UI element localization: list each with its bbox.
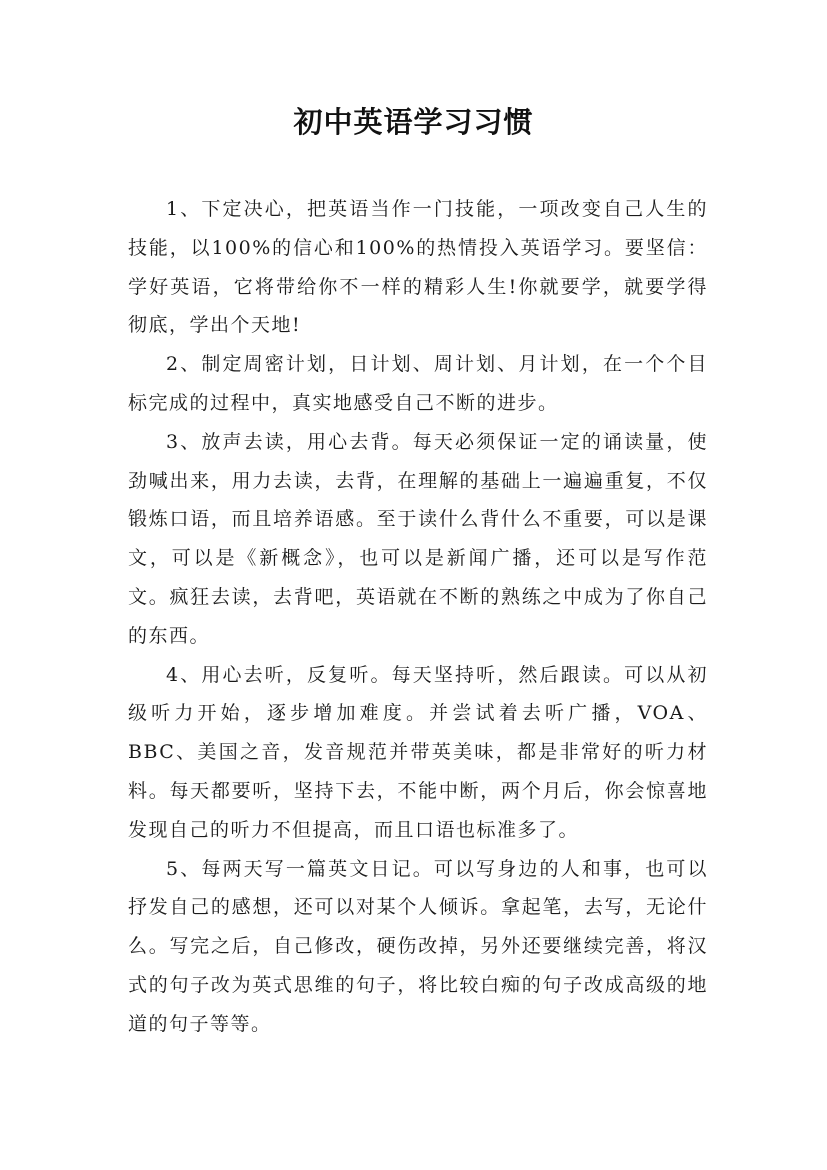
paragraph-3: 3、放声去读，用心去背。每天必须保证一定的诵读量，使劲喊出来，用力去读，去背，在理解的基础上一遍遍重复，不仅锻炼口语，而且培养语感。至于读什么背什么不重要，可以是课文，可以是《新概念》，也可以是新闻广播，还可以是写作范文。疯狂去读，去背吧，英语就在不断的熟练之中成为了你自己的东西。 <box>128 430 708 647</box>
document-body <box>128 190 708 1044</box>
paragraph-2: 2、制定周密计划，日计划、周计划、月计划，在一个个目标完成的过程中，真实地感受自己不断的进步。 <box>128 353 708 414</box>
paragraph-1: 1、下定决心，把英语当作一门技能，一项改变自己人生的技能，以100%的信心和100%的热情投入英语学习。要坚信：学好英语，它将带给你不一样的精彩人生!你就要学，就要学得彻底，学出个天地! <box>128 198 708 337</box>
paragraph-5: 5、每两天写一篇英文日记。可以写身边的人和事，也可以抒发自己的感想，还可以对某个人倾诉。拿起笔，去写，无论什么。写完之后，自己修改，硬伤改掉，另外还要继续完善，将汉式的句子改为英式思维的句子，将比较白痴的句子改成高级的地道的句子等等。 <box>128 857 708 1035</box>
paragraph-4: 4、用心去听，反复听。每天坚持听，然后跟读。可以从初级听力开始，逐步增加难度。并尝试着去听广播，VOA、BBC、美国之音，发音规范并带英美味，都是非常好的听力材料。每天都要听，坚持下去，不能中断，两个月后，你会惊喜地发现自己的听力不但提高，而且口语也标准多了。 <box>128 663 708 841</box>
document-title: 初中英语学习习惯 <box>293 105 534 139</box>
